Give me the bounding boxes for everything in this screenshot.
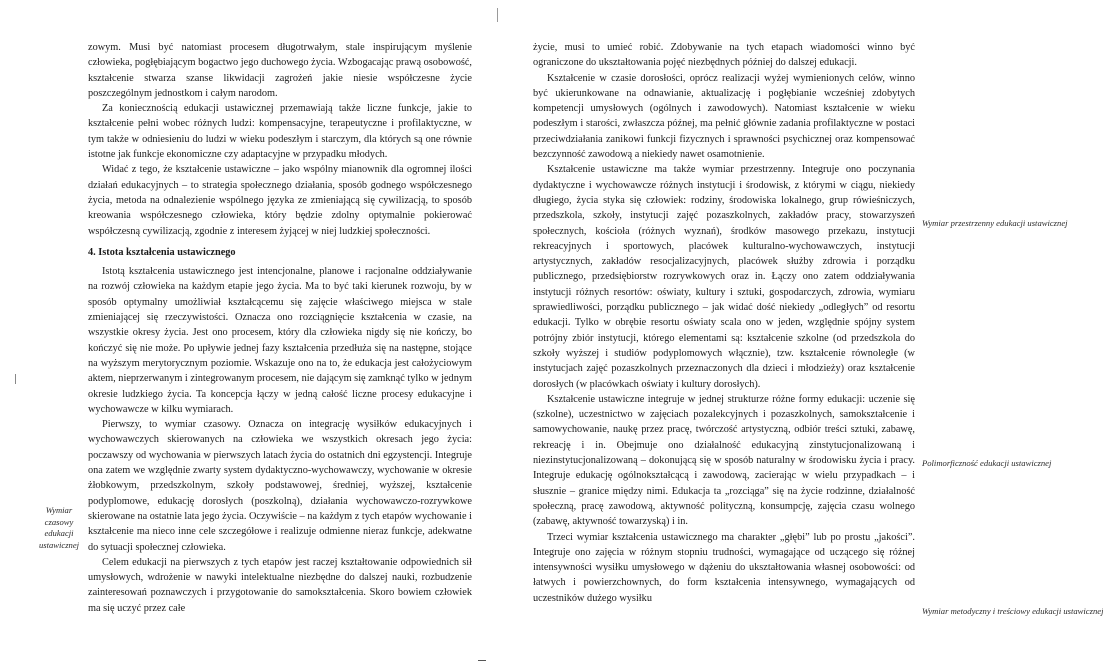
gutter-mark <box>497 8 498 22</box>
paragraph: Kształcenie ustawiczne ma także wymiar przestrzenny. Integruje ono poczynania dydaktyczne i wychowawcze różnych instytucji i środowisk, z którymi w ciągu, niekiedy długiego, życia styka się człowiek: rodziny, środowiska lokalnego, grup rówieśniczych, przedszkola, szkoły, instytucji zajęć pozaszkolnych, zakładów pracy, stowarzyszeń społecznych, kościoła (różnych wyznań), środków masowego przekazu, instytucji rekreacyjnych i sportowych, placówek kulturalno-wychowawczych, instytucji artystycznych, zakładów resocjalizacyjnych, placówek służby zdrowia i porządku publicznego, przedsiębiorstw rozrywkowych oraz in. Łączy ono zatem oddziaływania instytucji różnych resortów: oświaty, kultury i sztuki, gospodarczych, zdrowia, wymiaru sprawiedliwości, porządku publicznego – jak widać dość niekiedy „odległych” od resortu edukacji. Tylko w obrębie resortu oświaty scala ono w jeden, względnie spójny system potrójny zbiór instytucji, którego elementami są: kształcenie szkolne (od przedszkola do szkoły wyższej i studiów podyplomowych włącznie), tzw. kształcenie równoległe (w instytucjach zajęć pozaszkolnych przeznaczonych dla dzieci i młodzieży) oraz kształcenie dorosłych (w placówkach oświaty i kultury dorosłych). <box>533 164 915 390</box>
paragraph: życie, musi to umieć robić. Zdobywanie na tych etapach wiadomości winno być ograniczone do ukształtowania pojęć niezbędnych później do dalszej edukacji. <box>533 42 915 69</box>
paragraph: Pierwszy, to wymiar czasowy. Oznacza on integrację wysiłków edukacyjnych i wychowawczych skierowanych na człowieka we wszystkich okresach jego życia: poczawszy od wychowania w pierwszych latach życia do ostatnich dni egzystencji. Integruje ona zatem we względnie zwarty system dydaktyczno-wychowawczy, wychowanie w okresie żłobkowym, przedszkolnym, szkoły podstawowej, średniej, wyższej, kształcenie podyplomowe, edukację dorosłych (poszkolną), działania wychowawczo-rozrywkowe skierowane na ostatnie lata jego życia. Oczywiście – na każdym z tych etapów wychowanie i kształcenie ma nieco inne cele szczegółowe i realizuje odmienne nieraz funkcje, adekwatne do sytuacji społecznej człowieka. <box>88 419 472 553</box>
margin-note: Polimorficzność edukacji ustawicznej <box>922 458 1052 468</box>
paragraph: Widać z tego, że kształcenie ustawiczne – jako wspólny mianownik dla ogromnej ilości działań edukacyjnych – to strategia społecznego działania, sposób godnego współczesnego życia, metoda na odnalezienie wspólnego języka ze zmieniającą się cywilizacją, to sposób kreowania współczesnego człowieka, który będzie zdolny optymalnie pokierować współczesną cywilizacją, zgodnie z interesem żyjącej w niej ludzkiej społeczności. <box>88 164 472 237</box>
paragraph: Istotą kształcenia ustawicznego jest intencjonalne, planowe i racjonalne oddziaływanie na rozwój człowieka na każdym etapie jego życia. Ma to być taki kierunek rozwoju, by w sposób optymalny umożliwiał kształcącemu się zajęcie właściwego miejsca w stale zmieniającej się rzeczywistości. Oznacza ono rozciągnięcie kształcenia w czasie, na wszystkie okresy życia. Jest ono procesem, który dla człowieka nigdy się nie kończy, bo kończyć się nie może. Po upływie jednej fazy kształcenia przedłuża się na następne, stojące na wyższym merytorycznym poziomie. Wskazuje ono na to, że edukacja jest całożyciowym aktem, nieprzerwanym i zintegrowanym procesem, nie dającym się zamknąć tylko w jednym okresie ludzkiego życia. Ta koncepcja łączy w jedną całość liczne procesy edukacyjne i wychowawcze w kilku wymiarach. <box>88 266 472 415</box>
right-page <box>533 40 915 670</box>
paragraph: Trzeci wymiar kształcenia ustawicznego ma charakter „głębi” lub po prostu „jakości”. Integruje ono zajęcia w różnym stopniu trudności, wymagające od uczącego się różnej intensywności wysiłku umysłowego w dążeniu do ukształtowania własnej osobowości: od łatwych i powierzchownych, do form kształcenia intensywnego, wymagających od uczestników dużego wysiłku <box>533 531 915 604</box>
margin-note: Wymiar czasowy edukacji ustawicznej <box>38 505 80 550</box>
margin-note: Wymiar przestrzenny edukacji ustawicznej <box>922 218 1068 228</box>
paragraph: Kształcenie ustawiczne integruje w jednej strukturze różne formy edukacji: uczenie się (szkolne), uczestnictwo w zajęciach pozalekcyjnych i pozaszkolnych, samokształcenie i samowychowanie, naukę przez pracę, twórczość artystyczną, odbiór treści sztuki, zabawę, rekreację i in. Obejmuje ono działalność edukacyjną zinstytucjonalizowaną i niezinstytucjonalizowaną – dokonującą się w sposób naturalny w środowisku życia i pracy. Integruje edukację ogólnokształcącą i zawodową, zacierając w wielu przypadkach – i słusznie – granice między nimi. Edukacja ta „rozciąga” się na życie rodzinne, działalność społeczną, pracę zawodową, aktywność polityczną, konsumpcję, zajęcia czasu wolnego (zabawę, aktywność towarzyską) i in. <box>533 393 915 528</box>
paragraph: Celem edukacji na pierwszych z tych etapów jest raczej kształtowanie odpowiednich sił umysłowych, wdrożenie w nawyki intelektualne niezbędne do dalszej nauki, rozbudzenie zainteresowań poznawczych i przygotowanie do samokształcenia. Skoro bowiem człowiek ma się uczyć przez całe <box>88 556 472 614</box>
page-edge-mark <box>478 660 486 661</box>
edge-mark <box>15 374 16 384</box>
left-page <box>88 40 472 670</box>
paragraph: Kształcenie w czasie dorosłości, oprócz realizacji wyżej wymienionych celów, winno być ukierunkowane na odnawianie, aktualizację i pogłębianie wcześniej zdobytych kompetencji umysłowych (ogólnych i zawodowych). Natomiast kształcenie w wieku podeszłym i starości, zwłaszcza późnej, ma pełnić głównie zadania profilaktyczne w postaci przeciwdziałania zanikowi funkcji fizycznych i sprawności psychicznej oraz kompensować bezczynność zawodową a niekiedy nawet osamotnienie. <box>533 72 915 161</box>
section-heading: 4. Istota kształcenia ustawicznego <box>88 246 236 258</box>
margin-note: Wymiar metodyczny i treściowy edukacji ustawicznej <box>922 606 1103 616</box>
paragraph: Za koniecznością edukacji ustawicznej przemawiają także liczne funkcje, jakie to kształcenie pełni wobec różnych ludzi: kompensacyjne, terapeutyczne i profilaktyczne, w tym także w odniesieniu do ludzi w wieku podeszłym i starczym, dla których są one równie istotne jak funkcje ekonomiczne czy adaptacyjne w przypadku młodych. <box>88 103 472 161</box>
paragraph: zowym. Musi być natomiast procesem długotrwałym, stale inspirującym myślenie człowieka, pogłębiającym bogactwo jego duchowego życia. Wzbogacając prawą osobowość, kształcenie stwarza szanse likwidacji zagrożeń jakie niesie współczesne życie poszczególnym jednostkom i całym narodom. <box>88 42 472 99</box>
